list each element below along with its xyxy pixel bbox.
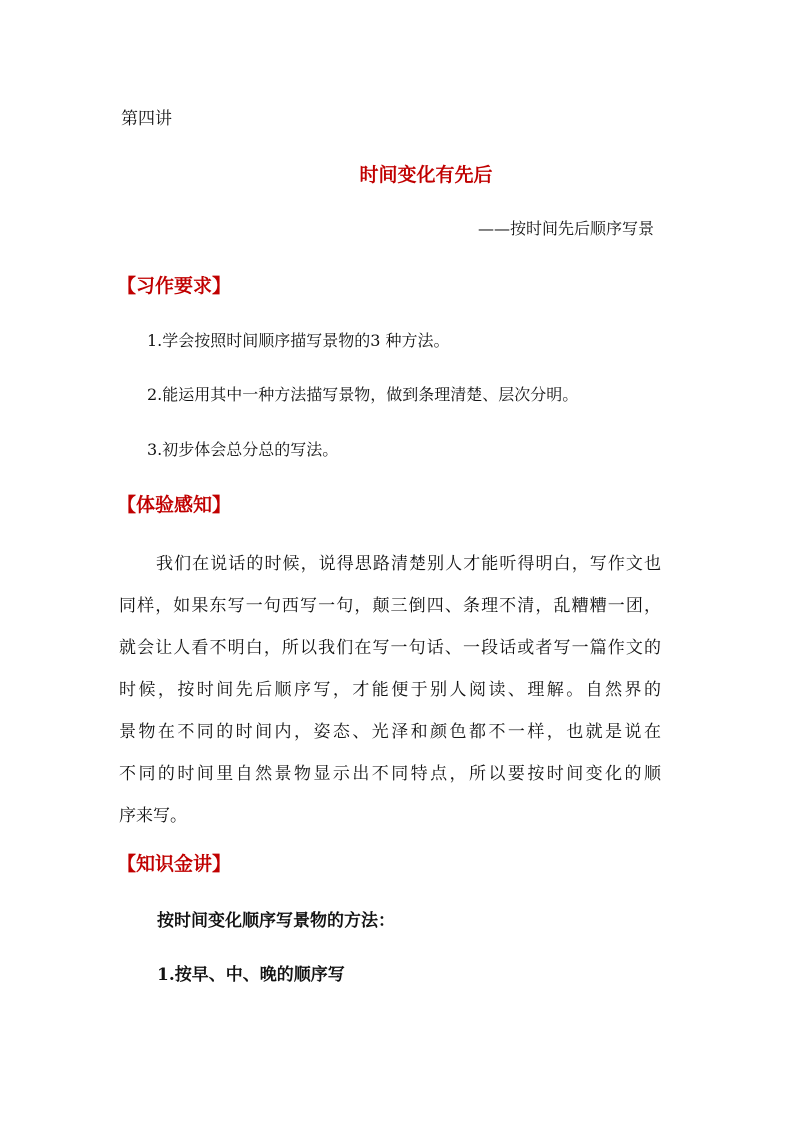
experience-paragraph xyxy=(119,543,661,837)
page-subtitle: ——按时间先后顺序写景 xyxy=(477,219,654,238)
page-title: 时间变化有先后 xyxy=(359,164,493,186)
paragraph-line: 序来写。 xyxy=(119,806,187,826)
paragraph-line: 不同的时间里自然景物显示出不同特点，所以要按时间变化的顺 xyxy=(119,764,661,784)
paragraph-line: 景物在不同的时间内，姿态、光泽和颜色都不一样，也就是说在 xyxy=(119,722,661,742)
section-heading-requirements: 【习作要求】 xyxy=(117,275,232,297)
paragraph-line: 就会让人看不明白，所以我们在写一句话、一段话或者写一篇作文的 xyxy=(119,638,661,658)
lecture-number: 第四讲 xyxy=(121,109,172,129)
knowledge-intro: 按时间变化顺序写景物的方法： xyxy=(157,911,395,931)
paragraph-line: 同样，如果东写一句西写一句，颠三倒四、条理不清，乱糟糟一团， xyxy=(119,596,661,616)
paragraph-line: 时候，按时间先后顺序写，才能便于别人阅读、理解。自然界的 xyxy=(119,680,661,700)
method-item-1: 1.按早、中、晚的顺序写 xyxy=(157,965,345,985)
section-heading-experience: 【体验感知】 xyxy=(117,494,232,516)
requirement-item-3: 3.初步体会总分总的写法。 xyxy=(147,440,339,459)
paragraph-line: 我们在说话的时候，说得思路清楚别人才能听得明白，写作文也 xyxy=(156,554,661,574)
section-heading-knowledge: 【知识金讲】 xyxy=(117,853,232,875)
requirement-item-2: 2.能运用其中一种方法描写景物，做到条理清楚、层次分明。 xyxy=(147,385,579,404)
requirement-item-1: 1.学会按照时间顺序描写景物的3 种方法。 xyxy=(147,331,450,350)
